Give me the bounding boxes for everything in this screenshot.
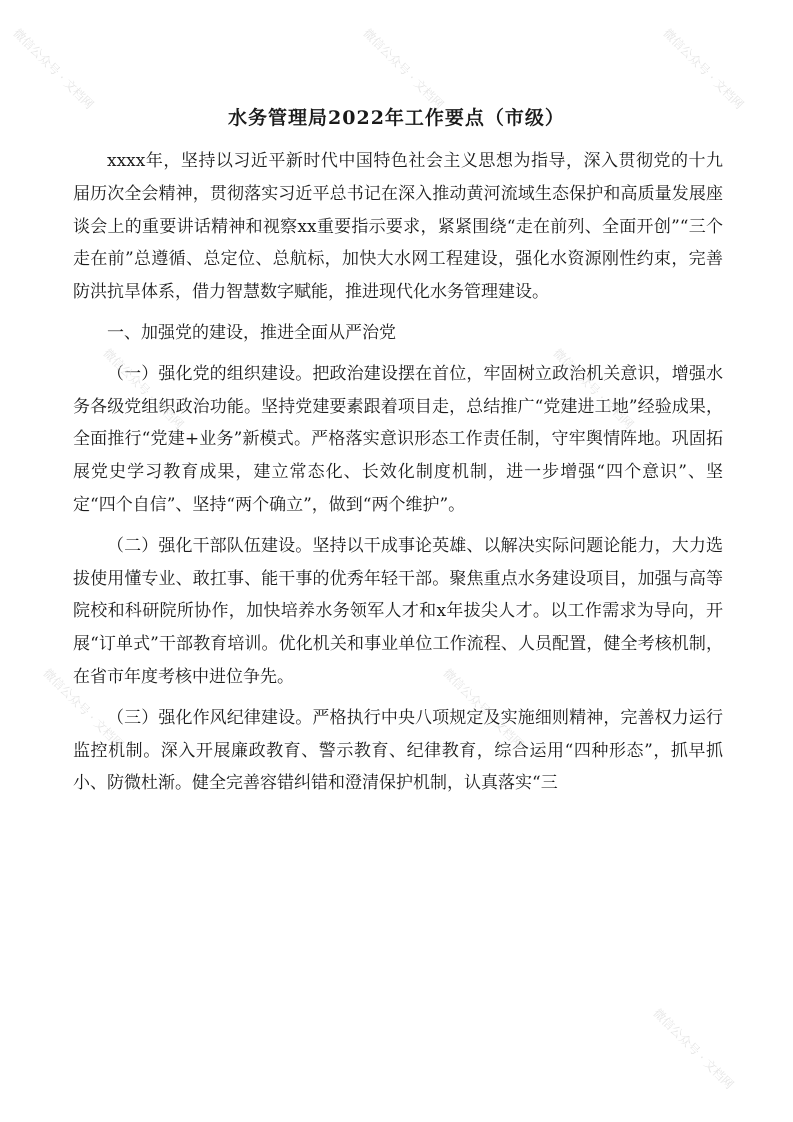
paragraph-work-style: （三）强化作风纪律建设。严格执行中央八项规定及实施细则精神，完善权力运行监控机制。深入开展廉政教育、警示教育、纪律教育，综合运用“四种形态”，抓早抓小、防微杜渐。健全完善容错纠错和澄清保护机制，认真落实“三 — [73, 707, 723, 794]
intro-paragraph: xxxx年，坚持以习近平新时代中国特色社会主义思想为指导，深入贯彻党的十九届历次全会精神，贯彻落实习近平总书记在深入推动黄河流域生态保护和高质量发展座谈会上的重要讲话精神和视察xx重要指示要求，紧紧围绕“走在前列、全面开创”“三个走在前”总遵循、总定位、总航标，加快大水网工程建设，强化水资源刚性约束，完善防洪抗旱体系，借力智慧数字赋能，推进现代化水务管理建设。 — [73, 151, 723, 303]
watermark-text: 微信公众号 · 文档网 — [440, 665, 527, 752]
watermark-text: 微信公众号 · 文档网 — [10, 25, 97, 112]
watermark-text: 微信公众号 · 文档网 — [100, 345, 187, 432]
watermark-text: 微信公众号 · 文档网 — [650, 1005, 737, 1092]
section-heading-1: 一、加强党的建设，推进全面从严治党 — [107, 322, 396, 343]
watermark-text: 微信公众号 · 文档网 — [660, 25, 747, 112]
paragraph-cadre-team: （二）强化干部队伍建设。坚持以干成事论英雄、以解决实际问题论能力，大力选拔使用懂专业、敢扛事、能干事的优秀年轻干部。聚焦重点水务建设项目，加强与高等院校和科研院所协作，加快培养水务领军人才和x年拔尖人才。以工作需求为导向，开展“订单式”干部教育培训。优化机关和事业单位工作流程、人员配置，健全考核机制，在省市年度考核中进位争先。 — [73, 535, 723, 687]
watermark-text: 微信公众号 · 文档网 — [40, 665, 127, 752]
watermark-text: 微信公众号 · 文档网 — [550, 345, 637, 432]
watermark-text: 微信公众号 · 文档网 — [360, 25, 447, 112]
document-title: 水务管理局2022年工作要点（市级） — [228, 107, 565, 129]
paragraph-party-organization: （一）强化党的组织建设。把政治建设摆在首位，牢固树立政治机关意识，增强水务各级党组织政治功能。坚持党建要素跟着项目走，总结推广“党建进工地”经验成果，全面推行“党建+业务”新模式。严格落实意识形态工作责任制，守牢舆情阵地。巩固拓展党史学习教育成果，建立常态化、长效化制度机制，进一步增强“四个意识”、坚定“四个自信”、坚持“两个确立”，做到“两个维护”。 — [73, 363, 723, 515]
document-body — [73, 145, 723, 800]
